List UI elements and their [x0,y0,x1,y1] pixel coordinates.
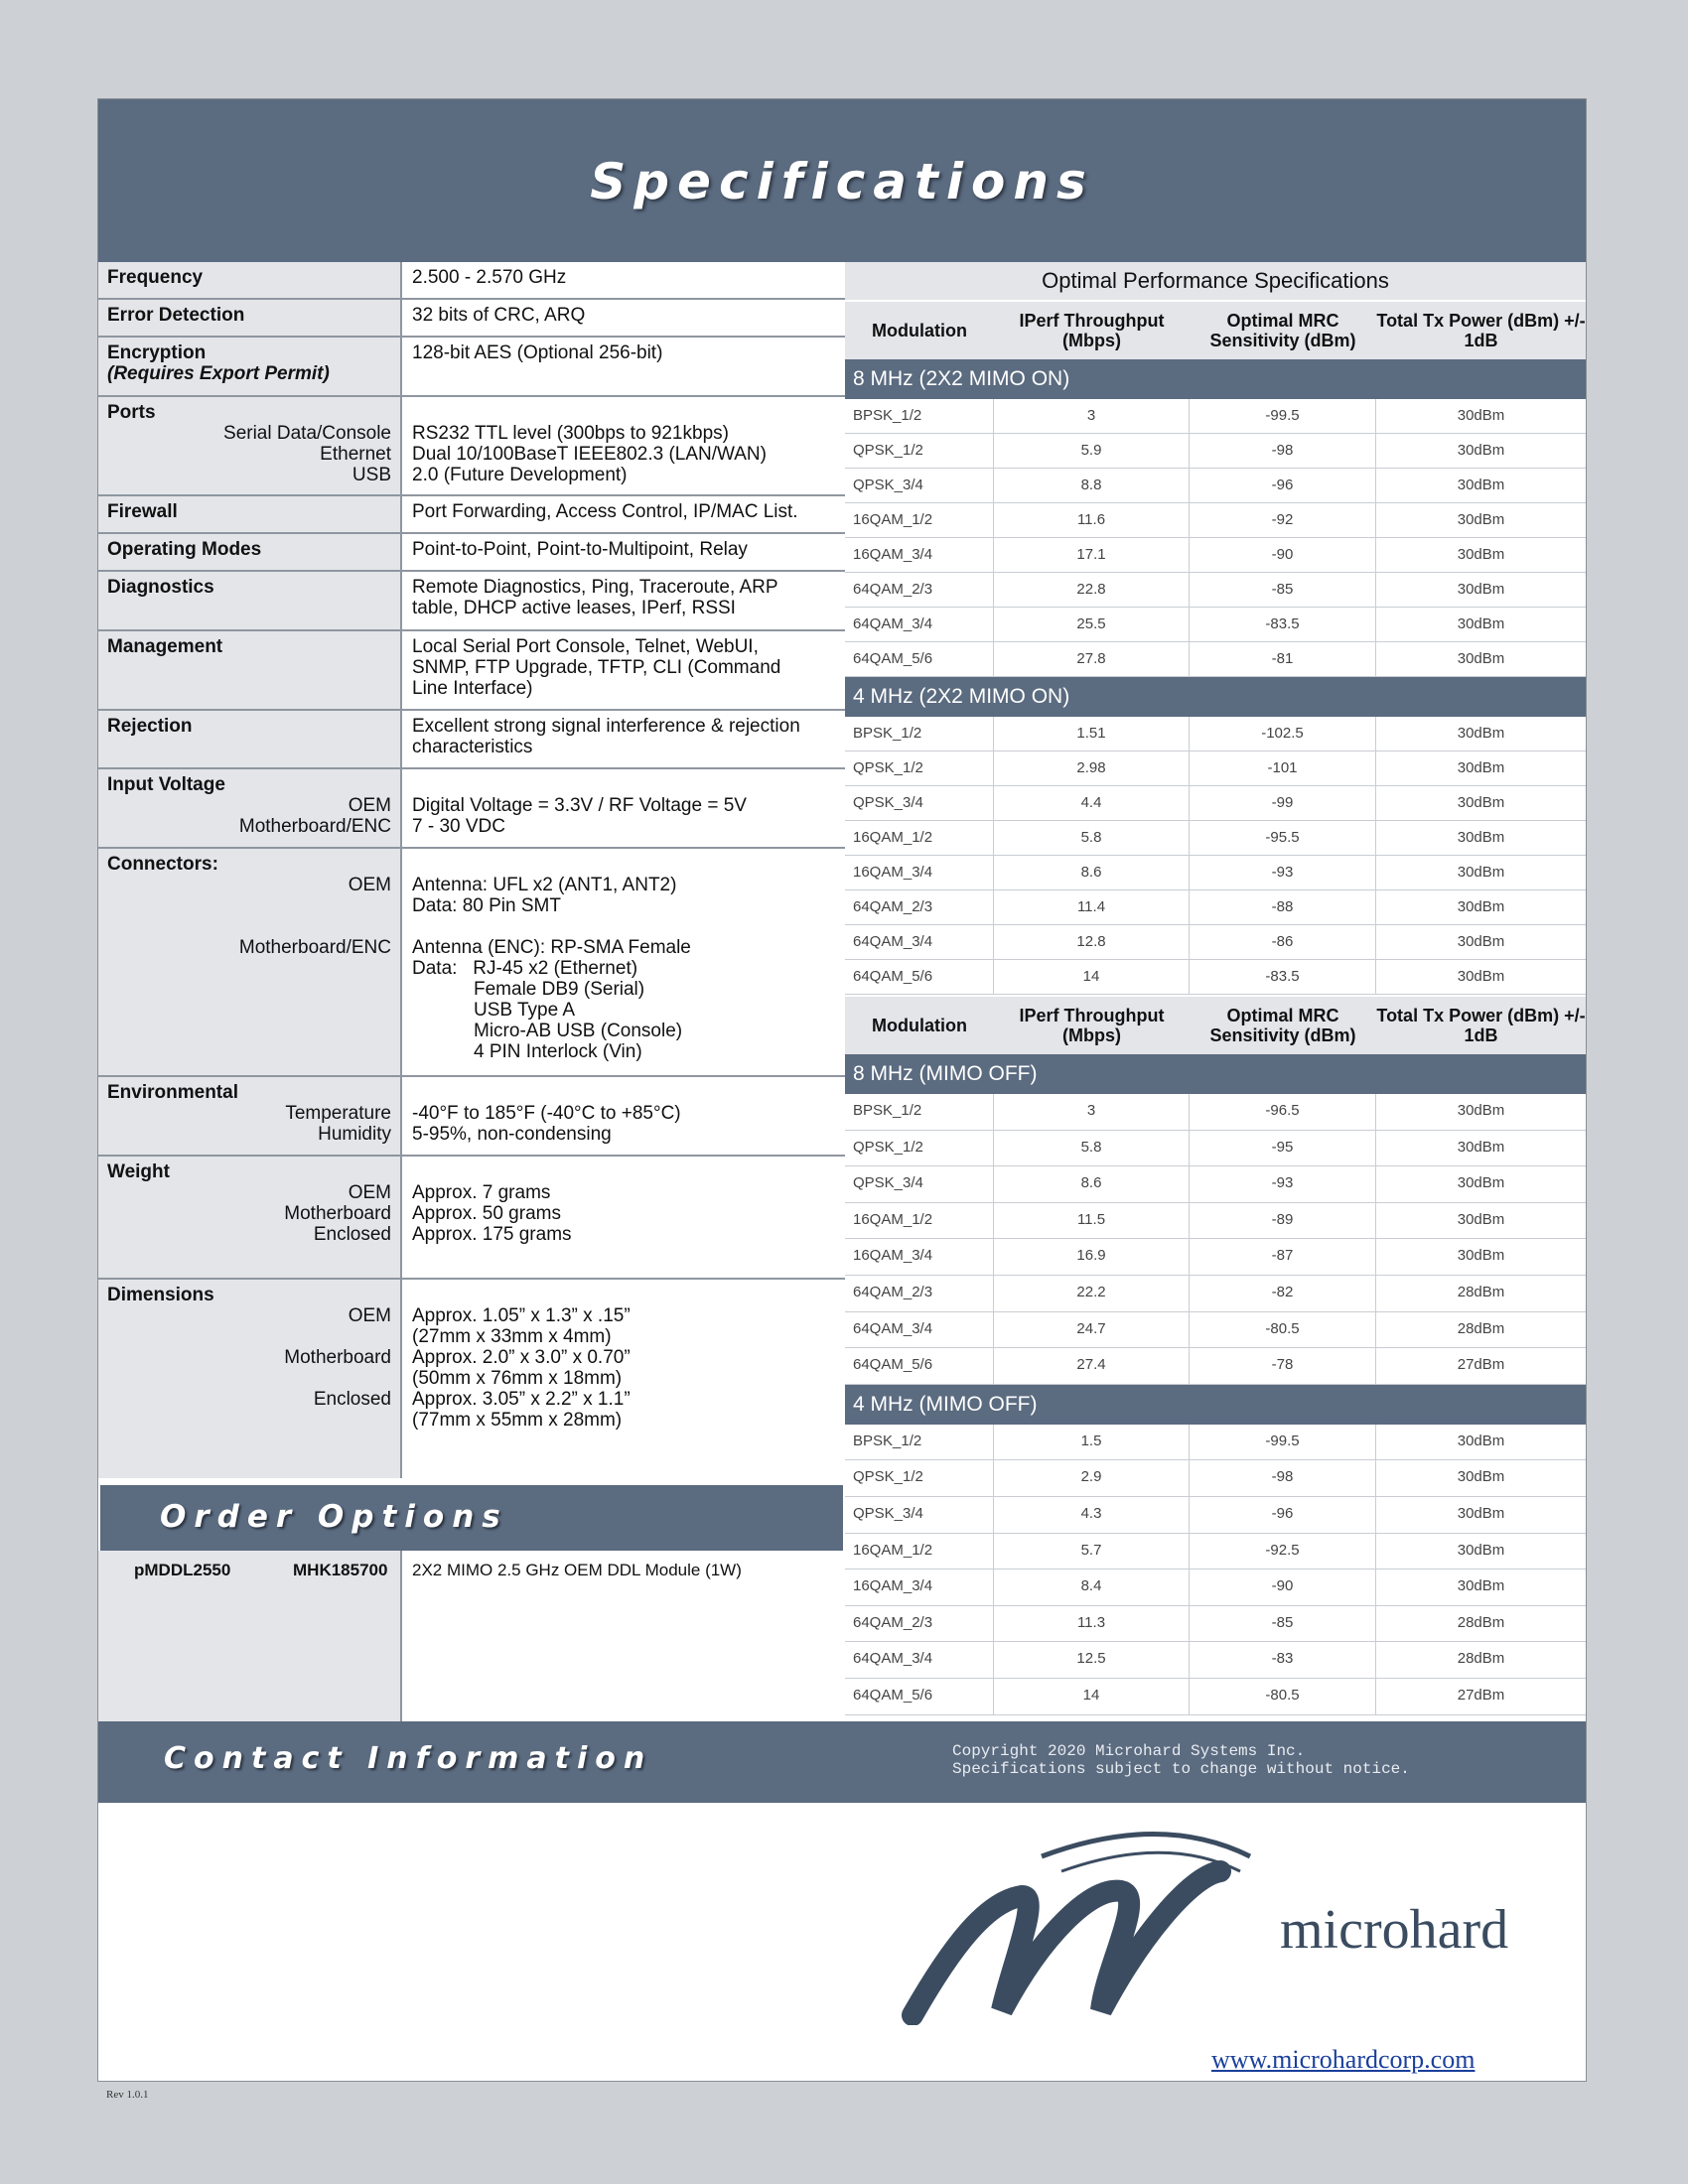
copyright-notice [952,1742,1410,1778]
spec-value: Local Serial Port Console, Telnet, WebUI, [412,636,759,657]
spec-row-operating-modes [98,534,845,572]
table-row [845,1679,1586,1715]
table-cell: 30dBm [1457,581,1505,598]
table-row [845,1348,1586,1385]
table-cell: 30dBm [1457,615,1505,632]
spec-sublabel: OEM [348,1182,391,1203]
table-cell: 30dBm [1457,864,1505,881]
table-cell: 64QAM_2/3 [845,890,994,924]
table-cell: 64QAM_3/4 [845,1312,994,1348]
spec-value: Point-to-Point, Point-to-Multipoint, Relay [412,539,748,560]
table-cell: 16QAM_3/4 [845,538,994,572]
table-cell: 16QAM_1/2 [845,1203,994,1239]
order-options-banner [100,1485,843,1551]
spec-sublabel: OEM [348,875,391,895]
table-cell: BPSK_1/2 [845,717,994,751]
table-cell: 27dBm [1457,1356,1505,1374]
table-cell: QPSK_3/4 [845,786,994,820]
table-cell: -99 [1190,786,1376,820]
table-cell: 5.9 [994,434,1190,468]
page-title: Specifications [590,153,1094,210]
section-header: 8 MHz (MIMO OFF) [845,1054,1586,1094]
table-cell: -80.5 [1190,1679,1376,1714]
table-cell: 64QAM_2/3 [845,1606,994,1642]
table-cell: -82 [1190,1276,1376,1311]
spec-value: Data: 80 Pin SMT [412,895,561,916]
spec-label: Error Detection [107,305,245,326]
table-row [845,1131,1586,1167]
table-cell: 14 [994,960,1190,994]
table-cell: 30dBm [1457,829,1505,846]
spec-row-environmental [98,1077,845,1157]
spec-label: Frequency [107,267,204,288]
table-cell: 30dBm [1457,1541,1505,1559]
notice-line: Specifications subject to change without notice. [952,1760,1410,1778]
table-cell: 5.8 [994,1131,1190,1166]
spec-label: Connectors: [107,854,218,875]
table-cell: 8.6 [994,1166,1190,1202]
table-cell: 64QAM_3/4 [845,925,994,959]
spec-value: table, DHCP active leases, IPerf, RSSI [412,598,736,618]
table-cell: 12.8 [994,925,1190,959]
table-cell: 64QAM_2/3 [845,1276,994,1311]
table-cell: 5.7 [994,1534,1190,1570]
table-cell: 64QAM_2/3 [845,573,994,607]
section-header: 8 MHz (2X2 MIMO ON) [845,359,1586,399]
spec-sublabel: Serial Data/Console [223,423,391,444]
spec-label: Dimensions [107,1285,214,1305]
table-row [845,399,1586,434]
table-cell: 8.8 [994,469,1190,502]
table-row [845,1570,1586,1606]
table-row [845,1534,1586,1570]
table-cell: -96 [1190,469,1376,502]
spec-label: Input Voltage [107,774,225,795]
performance-table [845,262,1586,1715]
spec-value: 128-bit AES (Optional 256-bit) [412,342,663,363]
spec-row-management [98,631,845,711]
table-row [845,1497,1586,1534]
table-cell: QPSK_1/2 [845,751,994,785]
spec-value: Antenna: UFL x2 (ANT1, ANT2) [412,875,677,895]
table-cell: -95.5 [1190,821,1376,855]
table-cell: 4.4 [994,786,1190,820]
table-row [845,1312,1586,1349]
spec-value: RJ-45 x2 (Ethernet) [473,958,638,979]
spec-sublabel: Enclosed [313,1389,391,1410]
spec-value: Micro-AB USB (Console) [474,1021,683,1041]
table-row [845,1276,1586,1312]
table-row [845,434,1586,469]
table-cell: 30dBm [1457,1504,1505,1522]
table-cell: 3 [994,1094,1190,1130]
order-options-title: Order Options [160,1499,508,1535]
table-row [845,642,1586,677]
spec-value: characteristics [412,737,533,757]
contact-banner [98,1721,1586,1803]
title-banner [98,99,1586,262]
table-cell: 30dBm [1457,725,1505,742]
spec-row-ports [98,397,845,496]
table-row [845,1642,1586,1679]
column-header: Modulation [872,321,967,341]
spec-label: Firewall [107,501,178,522]
spec-value: Excellent strong signal interference & rejection [412,716,800,737]
table-cell: 30dBm [1457,968,1505,985]
table-cell: -85 [1190,573,1376,607]
table-cell: 27.8 [994,642,1190,676]
table-cell: -101 [1190,751,1376,785]
section-header: 4 MHz (2X2 MIMO ON) [845,677,1586,717]
spec-sublabel: Temperature [285,1103,391,1124]
table-cell: 30dBm [1457,898,1505,915]
spec-value: Approx. 7 grams [412,1182,551,1203]
table-cell: -95 [1190,1131,1376,1166]
spec-value: 5-95%, non-condensing [412,1124,612,1145]
spec-value: 2.0 (Future Development) [412,465,628,485]
table-cell: 4.3 [994,1497,1190,1533]
table-row [845,1166,1586,1203]
spec-value: Antenna (ENC): RP-SMA Female [412,937,691,958]
contact-title: Contact Information [164,1741,653,1776]
specs-table [98,262,845,1478]
spec-label: Ports [107,402,156,423]
spec-label: Encryption [107,342,207,363]
column-header: Total Tx Power (dBm) +/- 1dB [1376,311,1586,350]
table-cell: 30dBm [1457,511,1505,528]
spec-value: Port Forwarding, Access Control, IP/MAC List. [412,501,798,522]
table-row [845,1094,1586,1131]
table-cell: 2.9 [994,1460,1190,1496]
table-cell: -98 [1190,434,1376,468]
spec-sublabel: OEM [348,1305,391,1326]
table-cell: 30dBm [1457,1468,1505,1486]
table-cell: 30dBm [1457,650,1505,667]
spec-value: Digital Voltage = 3.3V / RF Voltage = 5V [412,795,747,816]
table-cell: -83 [1190,1642,1376,1678]
table-cell: 17.1 [994,538,1190,572]
table-cell: 22.2 [994,1276,1190,1311]
table-cell: -83.5 [1190,608,1376,641]
spec-row-input-voltage [98,769,845,849]
table-cell: -93 [1190,1166,1376,1202]
table-cell: 1.51 [994,717,1190,751]
table-cell: -85 [1190,1606,1376,1642]
order-code: MHK185700 [293,1561,388,1579]
table-cell: 16QAM_3/4 [845,1570,994,1605]
table-cell: 14 [994,1679,1190,1714]
spec-value: 4 PIN Interlock (Vin) [474,1041,642,1062]
table-row [845,469,1586,503]
spec-sublabel: Motherboard/ENC [238,937,391,958]
table-cell: BPSK_1/2 [845,1094,994,1130]
spec-label: Weight [107,1161,170,1182]
table-cell: 16QAM_1/2 [845,821,994,855]
table-cell: 30dBm [1457,1432,1505,1449]
column-header: Optimal MRC Sensitivity (dBm) [1209,311,1356,350]
spec-sheet [97,98,1587,2082]
table-row [845,608,1586,642]
spec-value: Approx. 50 grams [412,1203,561,1224]
table-cell: 12.5 [994,1642,1190,1678]
table-cell: -90 [1190,1570,1376,1605]
spec-label: Operating Modes [107,539,262,560]
table-cell: 64QAM_5/6 [845,642,994,676]
spec-sublabel: Motherboard/ENC [238,816,391,837]
table-cell: 30dBm [1457,1247,1505,1265]
copyright-line: Copyright 2020 Microhard Systems Inc. [952,1742,1306,1760]
performance-header-row [845,995,1586,1054]
table-cell: 16QAM_1/2 [845,1534,994,1570]
table-cell: -87 [1190,1239,1376,1275]
performance-title: Optimal Performance Specifications [845,262,1586,300]
spec-value: Data: [412,958,458,979]
spec-sublabel: OEM [348,795,391,816]
spec-row-weight [98,1157,845,1280]
brand-name: microhard [1280,1899,1509,1961]
table-cell: 27.4 [994,1348,1190,1384]
spec-sublabel: Motherboard [284,1203,391,1224]
table-cell: QPSK_3/4 [845,1166,994,1202]
table-cell: 64QAM_3/4 [845,1642,994,1678]
table-cell: QPSK_1/2 [845,434,994,468]
table-cell: 30dBm [1457,1174,1505,1192]
table-cell: -80.5 [1190,1312,1376,1348]
table-cell: 64QAM_3/4 [845,608,994,641]
table-cell: -99.5 [1190,399,1376,433]
order-description: 2X2 MIMO 2.5 GHz OEM DDL Module (1W) [412,1561,742,1579]
spec-value: (50mm x 76mm x 18mm) [412,1368,623,1389]
table-cell: 28dBm [1457,1650,1505,1668]
table-cell: 16QAM_3/4 [845,1239,994,1275]
spec-value: Dual 10/100BaseT IEEE802.3 (LAN/WAN) [412,444,767,465]
table-cell: -92.5 [1190,1534,1376,1570]
spec-label: Diagnostics [107,577,214,598]
spec-sublabel: Humidity [318,1124,391,1145]
table-cell: QPSK_3/4 [845,1497,994,1533]
table-row [845,1239,1586,1276]
table-cell: -89 [1190,1203,1376,1239]
spec-value: Approx. 175 grams [412,1224,572,1245]
table-cell: 22.8 [994,573,1190,607]
table-row [845,717,1586,751]
logo-m-mark-icon [893,1827,1290,2025]
table-row [845,573,1586,608]
performance-header-row [845,300,1586,359]
table-cell: 64QAM_5/6 [845,960,994,994]
spec-value: Remote Diagnostics, Ping, Traceroute, ARP [412,577,778,598]
table-row [845,1425,1586,1461]
spec-value: 7 - 30 VDC [412,816,505,837]
table-cell: 64QAM_5/6 [845,1348,994,1384]
spec-value: Female DB9 (Serial) [474,979,645,1000]
table-cell: 11.3 [994,1606,1190,1642]
table-cell: 30dBm [1457,1577,1505,1595]
spec-value: -40°F to 185°F (-40°C to +85°C) [412,1103,681,1124]
spec-row-frequency [98,262,845,300]
spec-row-diagnostics [98,572,845,631]
table-row [845,1460,1586,1497]
table-cell: 3 [994,399,1190,433]
column-header: Total Tx Power (dBm) +/- 1dB [1376,1006,1586,1045]
table-cell: 2.98 [994,751,1190,785]
table-row [845,538,1586,573]
spec-label: Rejection [107,716,193,737]
spec-value: (77mm x 55mm x 28mm) [412,1410,623,1431]
spec-row-connectors [98,849,845,1077]
table-cell: 30dBm [1457,442,1505,459]
table-cell: -98 [1190,1460,1376,1496]
table-cell: 30dBm [1457,546,1505,563]
table-cell: 28dBm [1457,1319,1505,1337]
table-cell: 1.5 [994,1425,1190,1460]
revision-label: Rev 1.0.1 [106,2089,149,2101]
table-cell: -102.5 [1190,717,1376,751]
spec-value: SNMP, FTP Upgrade, TFTP, CLI (Command [412,657,781,678]
spec-row-error-detection [98,300,845,338]
table-cell: QPSK_1/2 [845,1460,994,1496]
table-row [845,1203,1586,1240]
table-cell: QPSK_1/2 [845,1131,994,1166]
spec-value: RS232 TTL level (300bps to 921kbps) [412,423,729,444]
spec-row-dimensions [98,1280,845,1478]
table-cell: -78 [1190,1348,1376,1384]
spec-value: USB Type A [474,1000,576,1021]
spec-row-encryption [98,338,845,397]
table-cell: 64QAM_5/6 [845,1679,994,1714]
table-cell: 16QAM_3/4 [845,856,994,889]
table-cell: QPSK_3/4 [845,469,994,502]
table-row [845,856,1586,890]
table-cell: 30dBm [1457,407,1505,424]
table-cell: 5.8 [994,821,1190,855]
spec-value: Approx. 3.05” x 2.2” x 1.1” [412,1389,631,1410]
column-header: IPerf Throughput (Mbps) [1019,1006,1165,1045]
spec-label-note: (Requires Export Permit) [107,363,330,384]
spec-label: Management [107,636,223,657]
table-cell: 28dBm [1457,1613,1505,1631]
table-cell: 11.6 [994,503,1190,537]
table-cell: 28dBm [1457,1283,1505,1300]
table-row [845,503,1586,538]
spec-value: Approx. 1.05” x 1.3” x .15” [412,1305,631,1326]
table-cell: 30dBm [1457,1138,1505,1156]
table-cell: -88 [1190,890,1376,924]
table-cell: 27dBm [1457,1686,1505,1704]
table-cell: 30dBm [1457,1210,1505,1228]
order-row [98,1551,845,1722]
column-header: Optimal MRC Sensitivity (dBm) [1209,1006,1356,1045]
table-cell: -86 [1190,925,1376,959]
table-cell: 30dBm [1457,794,1505,811]
table-cell: -81 [1190,642,1376,676]
table-row [845,960,1586,995]
table-cell: 24.7 [994,1312,1190,1348]
spec-label: Environmental [107,1082,238,1103]
table-row [845,821,1586,856]
spec-value: 2.500 - 2.570 GHz [412,267,567,288]
spec-row-firewall [98,496,845,534]
table-cell: -96 [1190,1497,1376,1533]
table-cell: 16QAM_1/2 [845,503,994,537]
table-cell: -90 [1190,538,1376,572]
spec-sublabel: Motherboard [284,1347,391,1368]
website-link[interactable]: www.microhardcorp.com [1211,2045,1476,2074]
table-cell: 16.9 [994,1239,1190,1275]
table-row [845,751,1586,786]
table-cell: 25.5 [994,608,1190,641]
spec-value: Line Interface) [412,678,533,699]
table-cell: -92 [1190,503,1376,537]
table-row [845,925,1586,960]
table-cell: 8.4 [994,1570,1190,1605]
table-cell: -96.5 [1190,1094,1376,1130]
spec-value: Approx. 2.0” x 3.0” x 0.70” [412,1347,631,1368]
table-cell: 11.4 [994,890,1190,924]
table-cell: 11.5 [994,1203,1190,1239]
table-cell: -93 [1190,856,1376,889]
spec-sublabel: Enclosed [313,1224,391,1245]
table-cell: BPSK_1/2 [845,399,994,433]
table-cell: 30dBm [1457,1102,1505,1119]
spec-sublabel: USB [352,465,391,485]
table-row [845,786,1586,821]
table-cell: 30dBm [1457,759,1505,776]
table-row [845,890,1586,925]
table-cell: 8.6 [994,856,1190,889]
spec-value: (27mm x 33mm x 4mm) [412,1326,612,1347]
part-number: pMDDL2550 [134,1561,231,1579]
column-header: Modulation [872,1016,967,1035]
section-header: 4 MHz (MIMO OFF) [845,1385,1586,1425]
table-cell: BPSK_1/2 [845,1425,994,1460]
spec-value: 32 bits of CRC, ARQ [412,305,586,326]
column-header: IPerf Throughput (Mbps) [1019,311,1165,350]
microhard-logo [893,1827,1588,2025]
spec-row-rejection [98,711,845,769]
table-cell: 30dBm [1457,477,1505,493]
table-cell: -99.5 [1190,1425,1376,1460]
spec-sublabel: Ethernet [320,444,391,465]
table-row [845,1606,1586,1643]
table-cell: -83.5 [1190,960,1376,994]
table-cell: 30dBm [1457,933,1505,950]
